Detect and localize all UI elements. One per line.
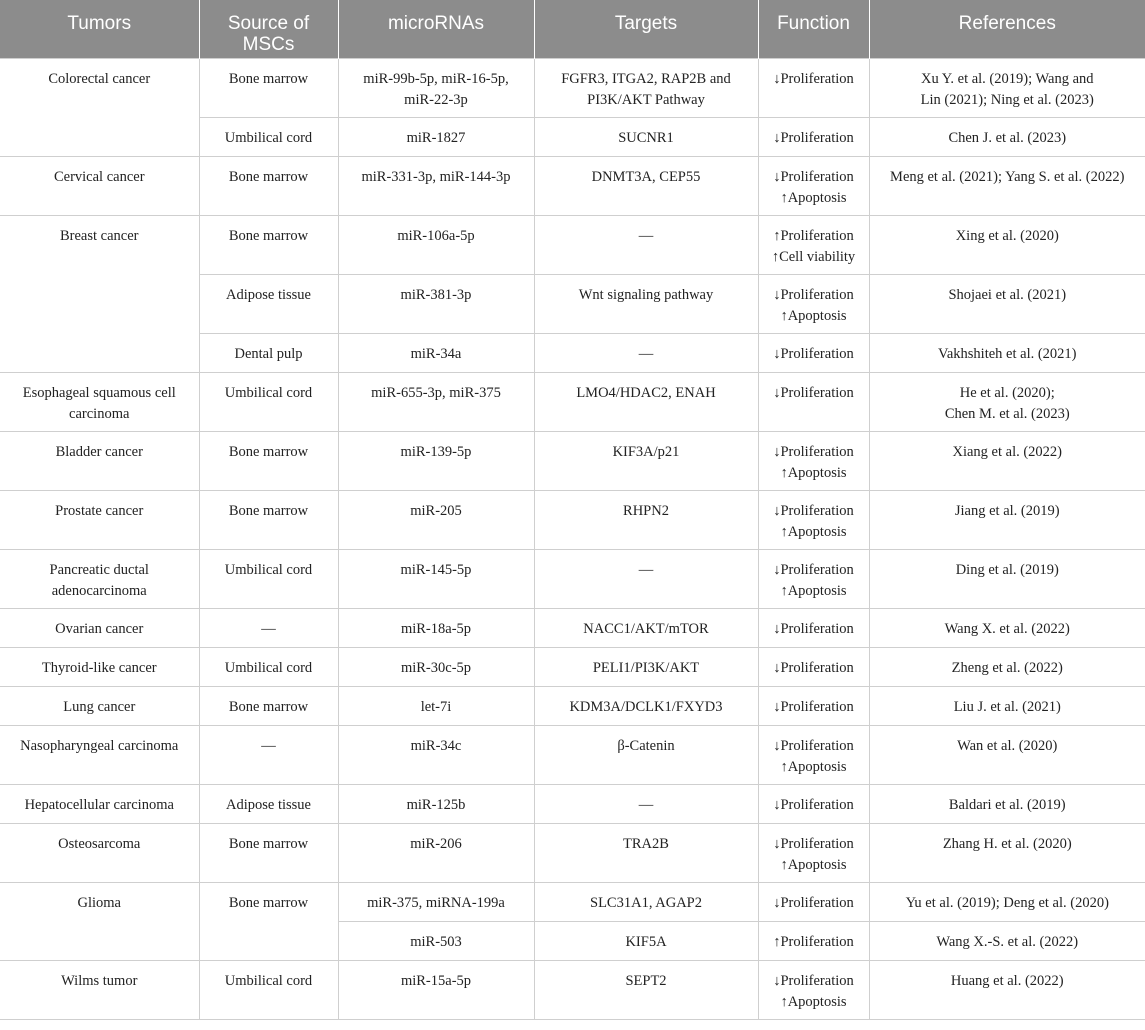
tumor-cell: Glioma [0,882,199,960]
tumor-cell: Nasopharyngeal carcinoma [0,725,199,784]
source-cell: Bone marrow [199,882,338,960]
table-row [0,431,1145,490]
references-cell: Jiang et al. (2019) [869,490,1145,549]
micrornas-cell: let-7i [338,686,534,725]
micrornas-cell: miR-205 [338,490,534,549]
references-cell: Vakhshiteh et al. (2021) [869,333,1145,372]
table-row [0,549,1145,608]
function-cell: ↑Proliferation ↑Cell viability [758,215,869,274]
micrornas-cell: miR-381-3p [338,274,534,333]
tumor-cell: Breast cancer [0,215,199,372]
header-function: Function [758,0,869,58]
targets-cell: FGFR3, ITGA2, RAP2B and PI3K/AKT Pathway [534,58,758,117]
table-row [0,823,1145,882]
references-cell: Zheng et al. (2022) [869,647,1145,686]
header-micrornas: microRNAs [338,0,534,58]
micrornas-cell: miR-1827 [338,117,534,156]
table-row [0,156,1145,215]
source-cell: — [199,725,338,784]
tumor-cell: Ovarian cancer [0,608,199,647]
source-cell: Bone marrow [199,431,338,490]
micrornas-cell: miR-15a-5p [338,960,534,1019]
references-cell: Xu Y. et al. (2019); Wang and Lin (2021); Ning et al. (2023) [869,58,1145,117]
tumor-cell: Hepatocellular carcinoma [0,784,199,823]
targets-cell: — [534,784,758,823]
targets-cell: SUCNR1 [534,117,758,156]
micrornas-cell: miR-30c-5p [338,647,534,686]
micrornas-cell: miR-655-3p, miR-375 [338,372,534,431]
micrornas-cell: miR-106a-5p [338,215,534,274]
targets-cell: — [534,549,758,608]
references-cell: Zhang H. et al. (2020) [869,823,1145,882]
targets-cell: KIF3A/p21 [534,431,758,490]
targets-cell: SLC31A1, AGAP2 [534,882,758,921]
function-cell: ↓Proliferation ↑Apoptosis [758,274,869,333]
references-cell: Yu et al. (2019); Deng et al. (2020) [869,882,1145,921]
table-row [0,686,1145,725]
references-cell: Baldari et al. (2019) [869,784,1145,823]
source-cell: Bone marrow [199,490,338,549]
function-cell: ↓Proliferation [758,686,869,725]
targets-cell: Wnt signaling pathway [534,274,758,333]
references-cell: Liu J. et al. (2021) [869,686,1145,725]
targets-cell: — [534,215,758,274]
tumor-cell: Pancreatic ductal adenocarcinoma [0,549,199,608]
header-tumors: Tumors [0,0,199,58]
source-cell: Umbilical cord [199,549,338,608]
function-cell: ↓Proliferation [758,333,869,372]
references-cell: Xiang et al. (2022) [869,431,1145,490]
source-cell: Umbilical cord [199,117,338,156]
function-cell: ↓Proliferation [758,647,869,686]
function-cell: ↓Proliferation [758,117,869,156]
tumor-cell: Esophageal squamous cell carcinoma [0,372,199,431]
header-references: References [869,0,1145,58]
tumor-cell: Bladder cancer [0,431,199,490]
references-cell: Ding et al. (2019) [869,549,1145,608]
table-row [0,608,1145,647]
table-row [0,784,1145,823]
function-cell: ↑Proliferation [758,921,869,960]
references-cell: Meng et al. (2021); Yang S. et al. (2022) [869,156,1145,215]
table-row [0,215,1145,274]
references-cell: Wan et al. (2020) [869,725,1145,784]
header-targets: Targets [534,0,758,58]
references-cell: He et al. (2020); Chen M. et al. (2023) [869,372,1145,431]
source-cell: Bone marrow [199,58,338,117]
header-row [0,0,1145,58]
header-source-of-mscs: Source of MSCs [199,0,338,58]
micrornas-cell: miR-503 [338,921,534,960]
function-cell: ↓Proliferation ↑Apoptosis [758,431,869,490]
references-cell: Wang X.-S. et al. (2022) [869,921,1145,960]
targets-cell: RHPN2 [534,490,758,549]
tumor-cell: Prostate cancer [0,490,199,549]
table-row [0,372,1145,431]
targets-cell: KIF5A [534,921,758,960]
references-cell: Huang et al. (2022) [869,960,1145,1019]
function-cell: ↓Proliferation [758,784,869,823]
function-cell: ↓Proliferation [758,58,869,117]
micrornas-cell: miR-375, miRNA-199a [338,882,534,921]
micrornas-cell: miR-125b [338,784,534,823]
tumor-cell: Cervical cancer [0,156,199,215]
source-cell: Bone marrow [199,156,338,215]
micrornas-cell: miR-99b-5p, miR-16-5p, miR-22-3p [338,58,534,117]
function-cell: ↓Proliferation ↑Apoptosis [758,490,869,549]
targets-cell: SEPT2 [534,960,758,1019]
references-cell: Shojaei et al. (2021) [869,274,1145,333]
source-cell: Umbilical cord [199,647,338,686]
micrornas-cell: miR-206 [338,823,534,882]
table-row [0,882,1145,921]
micrornas-cell: miR-34c [338,725,534,784]
targets-cell: TRA2B [534,823,758,882]
source-cell: Adipose tissue [199,274,338,333]
source-cell: — [199,608,338,647]
targets-cell: PELI1/PI3K/AKT [534,647,758,686]
micrornas-cell: miR-139-5p [338,431,534,490]
targets-cell: NACC1/AKT/mTOR [534,608,758,647]
source-cell: Umbilical cord [199,960,338,1019]
source-cell: Bone marrow [199,686,338,725]
references-cell: Xing et al. (2020) [869,215,1145,274]
references-cell: Chen J. et al. (2023) [869,117,1145,156]
source-cell: Adipose tissue [199,784,338,823]
micrornas-cell: miR-18a-5p [338,608,534,647]
function-cell: ↓Proliferation [758,372,869,431]
table-row [0,960,1145,1019]
tumor-cell: Thyroid-like cancer [0,647,199,686]
tumor-cell: Wilms tumor [0,960,199,1019]
targets-cell: DNMT3A, CEP55 [534,156,758,215]
function-cell: ↓Proliferation ↑Apoptosis [758,823,869,882]
tumor-cell: Lung cancer [0,686,199,725]
function-cell: ↓Proliferation ↑Apoptosis [758,156,869,215]
function-cell: ↓Proliferation ↑Apoptosis [758,549,869,608]
targets-cell: KDM3A/DCLK1/FXYD3 [534,686,758,725]
table-row [0,725,1145,784]
function-cell: ↓Proliferation ↑Apoptosis [758,725,869,784]
source-cell: Bone marrow [199,823,338,882]
targets-cell: LMO4/HDAC2, ENAH [534,372,758,431]
tumor-cell: Colorectal cancer [0,58,199,156]
function-cell: ↓Proliferation [758,882,869,921]
source-cell: Dental pulp [199,333,338,372]
micrornas-cell: miR-34a [338,333,534,372]
targets-cell: — [534,333,758,372]
targets-cell: β-Catenin [534,725,758,784]
tumor-cell: Osteosarcoma [0,823,199,882]
references-cell: Wang X. et al. (2022) [869,608,1145,647]
function-cell: ↓Proliferation ↑Apoptosis [758,960,869,1019]
micrornas-cell: miR-145-5p [338,549,534,608]
function-cell: ↓Proliferation [758,608,869,647]
source-cell: Bone marrow [199,215,338,274]
source-cell: Umbilical cord [199,372,338,431]
table-row [0,647,1145,686]
micrornas-cell: miR-331-3p, miR-144-3p [338,156,534,215]
table-row [0,58,1145,117]
table-row [0,490,1145,549]
